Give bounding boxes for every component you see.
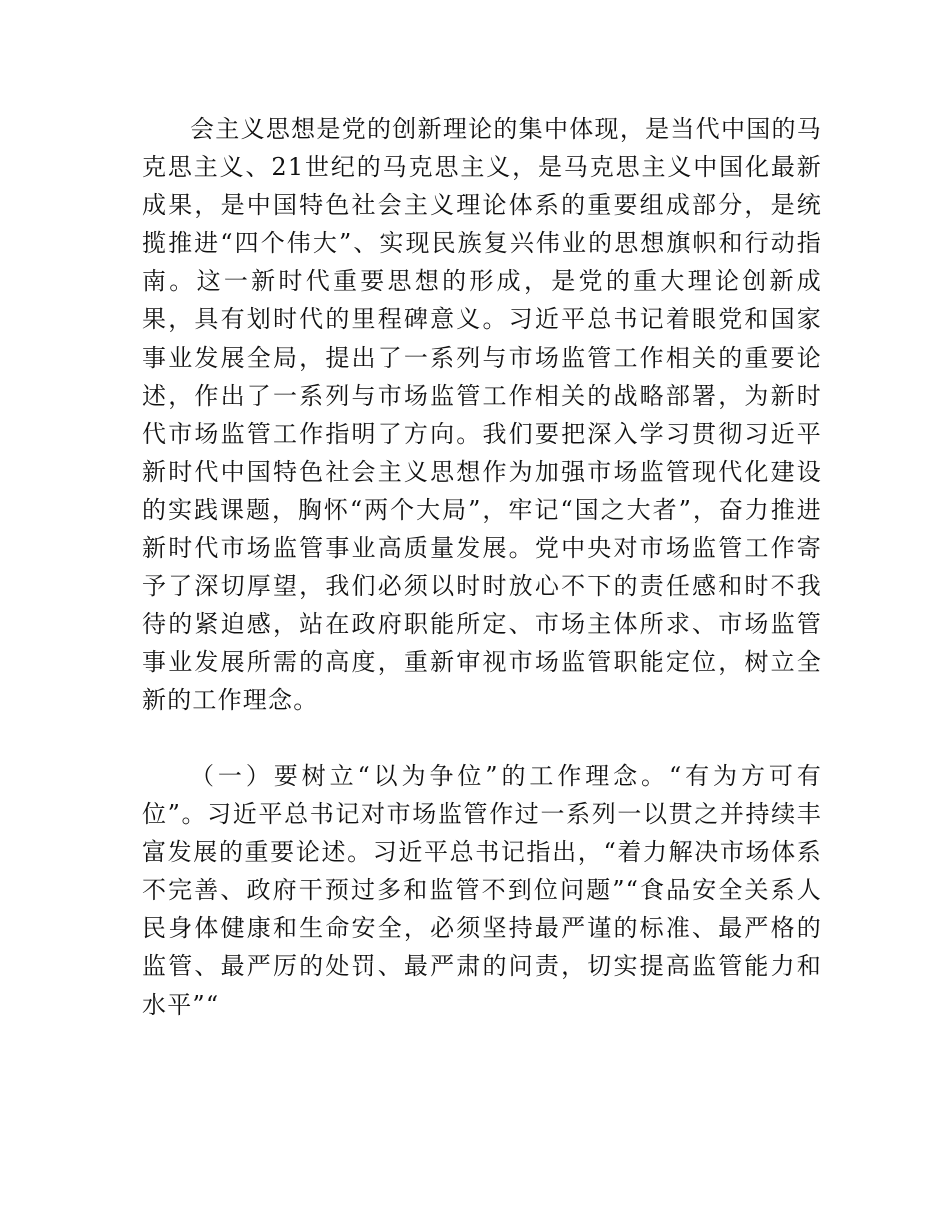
- body-paragraph: （一）要树立“以为争位”的工作理念。“有为方可有位”。习近平总书记对市场监管作过一系列一以贯之并持续丰富发展的重要论述。习近平总书记指出，“着力解决市场体系不完善、政府干预过多和监管不到位问题”“食品安全关系人民身体健康和生命安全，必须坚持最严谨的标准、最严格的监管、最严厉的处罚、最严肃的问责，切实提高监管能力和水平”“: [142, 762, 822, 1019]
- body-paragraph: 会主义思想是党的创新理论的集中体现，是当代中国的马克思主义、21世纪的马克思主义，是马克思主义中国化最新成果，是中国特色社会主义理论体系的重要组成部分，是统揽推进“四个伟大”、实现民族复兴伟业的思想旗帜和行动指南。这一新时代重要思想的形成，是党的重大理论创新成果，具有划时代的里程碑意义。习近平总书记着眼党和国家事业发展全局，提出了一系列与市场监管工作相关的重要论述，作出了一系列与市场监管工作相关的战略部署，为新时代市场监管工作指明了方向。我们要把深入学习贯彻习近平新时代中国特色社会主义思想作为加强市场监管现代化建设的实践课题，胸怀“两个大局”，牢记“国之大者”，奋力推进新时代市场监管事业高质量发展。党中央对市场监管工作寄予了深切厚望，我们必须以时时放心不下的责任感和时不我待的紧迫感，站在政府职能所定、市场主体所求、市场监管事业发展所需的高度，重新审视市场监管职能定位，树立全新的工作理念。: [142, 115, 822, 715]
